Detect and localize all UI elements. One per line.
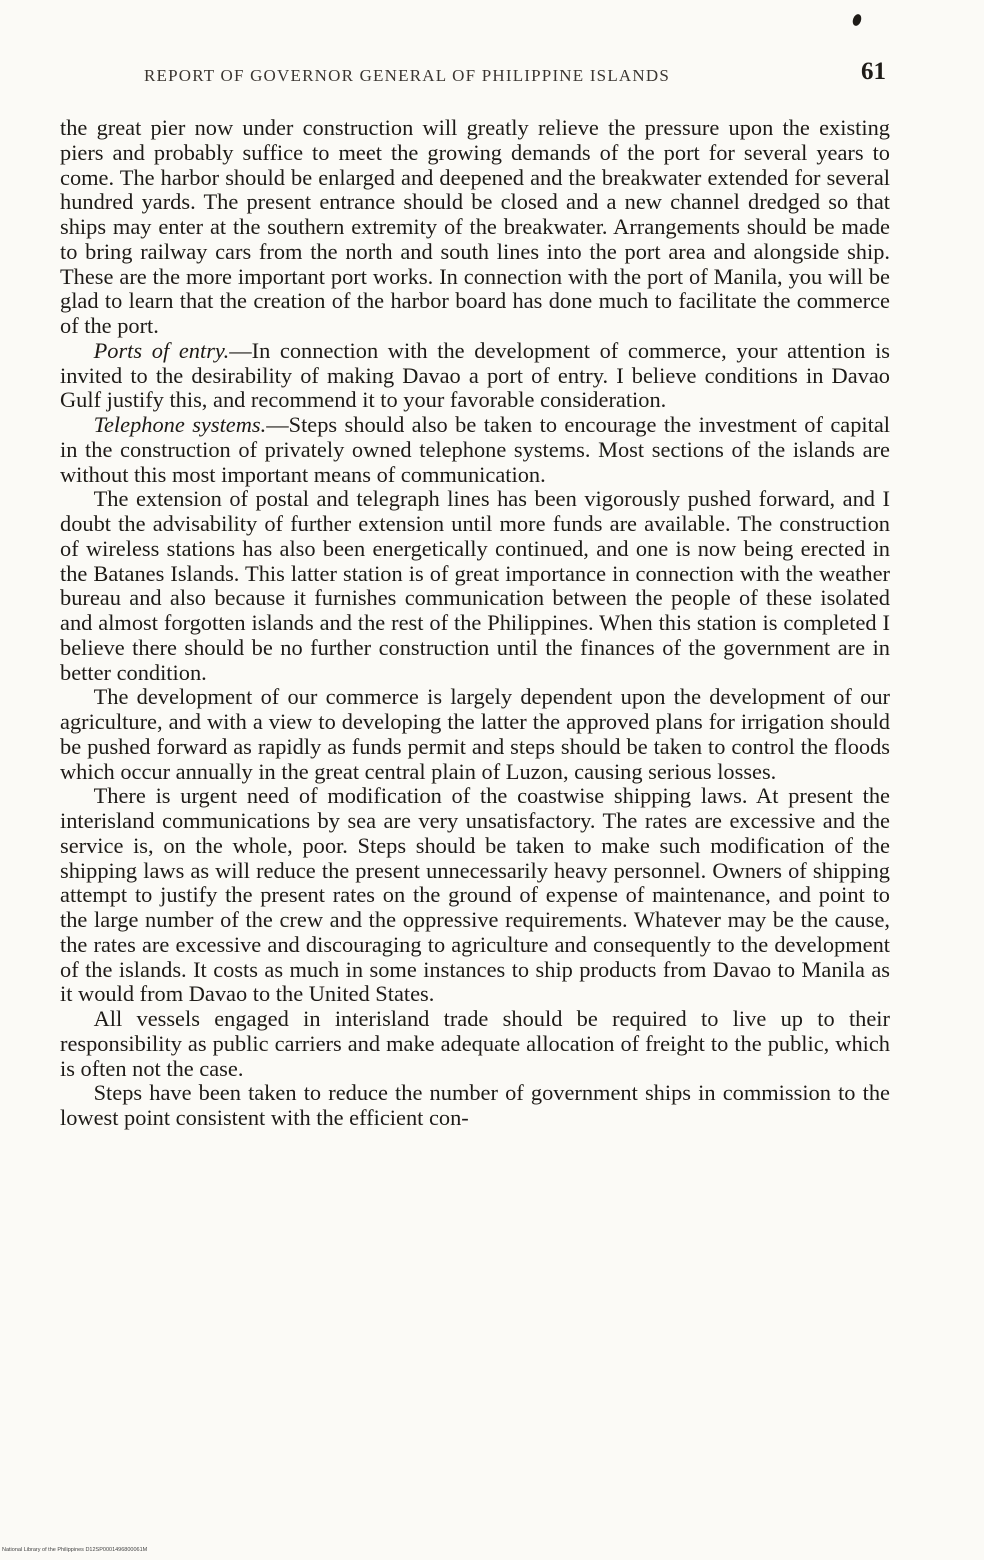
page-number: 61 <box>861 58 886 85</box>
paragraph-text: There is urgent need of modification of the coastwise shipping laws. At present the interisland communications by sea are very unsatisfactory. The rates are excessive and the service is, on the whole, poor. Steps should be taken to make such modification of the shipping laws as will reduce the present unnecessarily heavy personnel. Owners of shipping attempt to justify the present rates on the ground of expense of maintenance, and point to the large number of the crew and the oppressive requirements. Whatever may be the cause, the rates are excessive and discouraging to agriculture and consequently to the development of the islands. It costs as much in some instances to ship products from Davao to Manila as it would from Davao to the United States. <box>60 783 890 1007</box>
paragraph-text: Steps have been taken to reduce the number of government ships in commission to the lowest point consistent with the efficient con- <box>60 1080 890 1130</box>
paragraph-heading: Telephone systems. <box>93 412 267 437</box>
paragraph <box>60 1081 890 1131</box>
paragraph-text: —In connection with the development of commerce, your attention is invited to the desirability of making Davao a port of entry. I believe conditions in Davao Gulf justify this, and recommend it to your favorable consideration. <box>60 337 890 413</box>
ink-spot <box>851 13 863 27</box>
paragraph-text: —Steps should also be taken to encourage the investment of capital in the construction of privately owned telephone systems. Most sections of the islands are without this most important means of communication. <box>60 412 890 487</box>
paragraph-heading: Ports of entry. <box>93 337 230 363</box>
paragraph <box>60 413 890 487</box>
page-header <box>60 58 890 92</box>
body-text <box>60 116 890 1466</box>
paragraph <box>60 339 890 413</box>
paragraph <box>60 116 890 339</box>
paragraph <box>60 1007 890 1081</box>
paragraph <box>60 487 890 685</box>
running-title: REPORT OF GOVERNOR GENERAL OF PHILIPPINE ISLANDS <box>144 66 671 85</box>
paragraph-text: The extension of postal and telegraph lines has been vigorously pushed forward, and I doubt the advisability of further extension until more funds are available. The construction of wireless stations has also been energetically continued, and one is now being erected in the Batanes Islands. This latter station is of great importance in connection with the weather bureau and also because it furnishes communication between the people of these isolated and almost forgotten islands and the rest of the Philippines. When this station is completed I believe there should be no further construction until the finances of the government are in better condition. <box>60 486 890 685</box>
paragraph-text: The development of our commerce is largely dependent upon the development of our agriculture, and with a view to developing the latter the approved plans for irrigation should be pushed forward as rapidly as funds permit and steps should be taken to control the floods which occur annually in the great central plain of Luzon, causing serious losses. <box>60 684 890 784</box>
paragraph-text: the great pier now under construction will greatly relieve the pressure upon the existing piers and probably suffice to meet the growing demands of the port for several years to come. The harbor should be enlarged and deepened and the breakwater extended for several hundred yards. The present entrance should be closed and a new channel dredged so that ships may enter at the southern extremity of the breakwater. Arrangements should be made to bring railway cars from the north and south lines into the port area and alongside ship. These are the more important port works. In connection with the port of Manila, you will be glad to learn that the creation of the harbor board has done much to facilitate the commerce of the port. <box>60 116 890 338</box>
paragraph-text: All vessels engaged in interisland trade should be required to live up to their responsibility as public carriers and make adequate allocation of freight to the public, which is often not the case. <box>60 1006 890 1081</box>
paragraph <box>60 784 890 1007</box>
scan-footer: National Library of the Philippines D12SP0001496800061M <box>2 1547 148 1553</box>
paragraph <box>60 685 890 784</box>
